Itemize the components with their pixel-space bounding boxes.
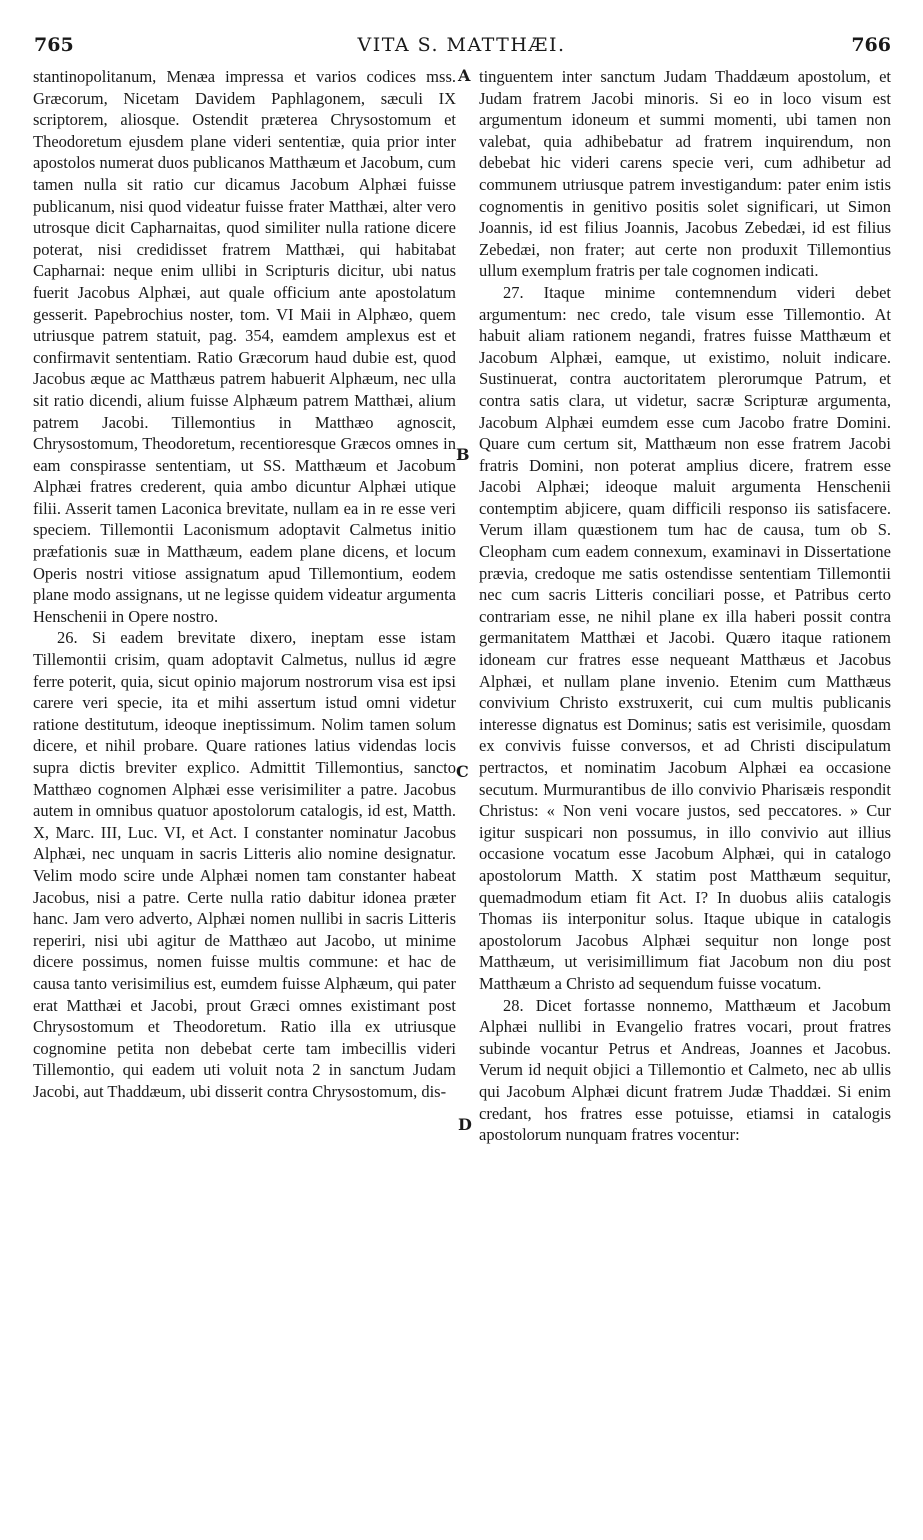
paragraph-26-continued: tinguentem inter sanctum Judam Thaddæum apostolum, et Judam fratrem Jacobi minoris. Si eo in loco visum est argumentum idoneum et summi momenti, ubi tamen non valebat, quia adhibebatur ad fratrem inquirendum, non debebat hic videri carens specie veri, cum adhibetur ad communem utriusque patrem investigandum: pater enim istis cognomentis in genitivo positis solet significari, ut Simon Joannis, id est filius Joannis, Jacobus Zebedæi, id est filius Zebedæi, non frater; aut certe non produxit Tillemontius ullum exemplum fratris per tale cognomen indicati. bbox=[479, 67, 891, 281]
paragraph-27: 27. Itaque minime contemnendum videri debet argumentum: nec credo, tale visum esse Tillemontio. At habuit aliam rationem negandi, fratres fuisse Matthæum et Jacobum Alphæi, eamque, ut existimo, noluit indicare. Sustinuerat, contra auctoritatem plerorumque Patrum, et contra satis clara, ut videtur, sacræ Scripturæ argumenta, Jacobum Alphæi eumdem esse cum Jacobo fratre Domini. Quare cum certum sit, Matthæum non esse fratrem Jacobi fratris Domini, non poterat amplius dicere, fratrem esse Jacobi Alphæi; ideoque maluit argumenta Henschenii contemptim abjicere, quam difficili responso iis satisfacere. Verum illam quæstionem tum hac de causa, tum ob S. Cleopham cum eadem connexum, examinavi in Dissertatione prævia, credoque me satis ostendisse sententiam Tillemontii nec cum sacris Litteris conciliari posse, et Patribus certo contrariam esse, ne nihil plane ex illa haberi possit contra germanitatem Matthæi et Jacobi. Quæro itaque rationem idoneam cur fratres esse nequeant Matthæus et Jacobus Alphæi, et nullam plane invenio. Etenim cum Matthæus convivium Christo exstruxerit, cui cum multis publicanis interesse dignatus est Dominus; satis est verisimile, quosdam ex convivis fuisse conversos, et ad Christi discipulatum pertractos, et nominatim Jacobum Alphæi ea occasione secutum. Murmurantibus de illo convivio Pharisæis respondit Christus: « Non veni vocare justos, sed peccatores. » Cur igitur suspicari non possumus, in illo convivio aut illius occasione vocatum esse Jacobum Alphæi, qui in catalogo apostolorum Matth. X statim post Matthæum sequitur, quemadmodum etiam fit Act. I? In duobus aliis catalogis Thomas iis interponitur solus. Itaque ubique in catalogis apostolorum Jacobus Alphæi sequitur non longe post Matthæum, ut verisimillimum fiat Jacobum non diu post Matthæum a Christo ad sequendum fuisse vocatum. bbox=[479, 282, 891, 993]
paragraph-26: 26. Si eadem brevitate dixero, ineptam esse istam Tillemontii crisim, quam adoptavit Calmetus, nullus id ægre ferre poterit, quia, sicut opinio majorum nostrorum visa est ipsi carere veri specie, ita et mihi assertum istud omni videtur ratione destitutum, ideoque ineptissimum. Nolim tamen solum dicere, et nihil probare. Quare rationes latius videndas locis supra dictis breviter explico. Admittit Tillemontius, sancto Matthæo cognomen Alphæi esse verisimiliter a patre. Jacobus autem in omnibus quatuor apostolorum catalogis, id est, Matth. X, Marc. III, Luc. VI, et Act. I constanter nominatur Jacobus Alphæi, nec unquam in sacris Litteris alio nomine designatur. Velim modo scire unde Alphæi nomen tam constanter habeat Jacobus, nisi a patre. Certe nulla ratio dabitur idonea præter hanc. Jam vero adverto, Alphæi nomen nullibi in sacris Litteris reperiri, nisi ubi agitur de Matthæo aut Jacobo, ut minime dicere possimus, nomen fuisse multis commune: et hac de causa tanto verisimilius est, eumdem fuisse Alphæum, qui pater erat Matthæi et Jacobi, prout Græci omnes existimant post Chrysostomum et Theodoretum. Ratio illa ex utriusque cognomine petita non debebat certe tam imbecillis videri Tillemontio, qui eadem uti voluit nota 2 in sanctum Judam Jacobi, aut Thaddæum, ubi disserit contra Chrysostomum, dis- bbox=[33, 628, 456, 1101]
margin-marker-d: D bbox=[458, 1115, 472, 1134]
margin-marker-a: A bbox=[458, 66, 471, 85]
page-number-right: 766 bbox=[851, 34, 891, 56]
running-header bbox=[30, 34, 893, 62]
paragraph-25-continued: stantinopolitanum, Menæa impressa et varios codices mss. Græcorum, Nicetam Davidem Paphlagonem, sæculi IX scriptorem, aliosque. Ostendit præterea Chrysostomum et Theodoretum ejusdem plane videri sententiæ, quia prior inter apostolos numerat duos publicanos Matthæum et Jacobum, cum tamen nulla sit ratio cur dicamus Jacobum Alphæi fuisse publicanum, nisi quod videatur fuisse frater Matthæi, alter vero utrosque dicit Capharnaitas, quod similiter nulla ratione dicere poterat, nisi credidisset fratrem Matthæi, qui habitabat Capharnai: neque enim ullibi in Scripturis dicitur, ubi natus fuerit Jacobus Alphæi, aut quale officium ante apostolatum gesserit. Papebrochius noster, tom. VI Maii in Alphæo, quem utriusque patrem statuit, pag. 354, eamdem amplexus est et confirmavit sententiam. Ratio Græcorum haud dubie est, quod Jacobus æque ac Matthæus patrem habuerit Alphæum, nec ulla sit ratio dicendi, alium fuisse Alphæum patrem Matthæi, alium patrem Jacobi. Tillemontius in Matthæo agnoscit, Chrysostomum, Theodoretum, recentioresque Græcos omnes in eam conspirasse sententiam, ut SS. Matthæum et Jacobum Alphæi fratres crederent, quia ambo dicuntur Alphæi utique filii. Asserit tamen Laconica brevitate, nullam ea in re esse veri speciem. Tillemontii Laconismum adoptavit Calmetus initio præfationis suæ in Matthæum, eadem plane dicens, et locum Operis nostri vitiose assignatum apud Tillemontium, eodem plane modo assignans, ut ne legisse quidem videatur argumenta Henschenii in Opere nostro. bbox=[33, 67, 456, 626]
margin-marker-b: B bbox=[456, 445, 470, 464]
paragraph-28: 28. Dicet fortasse nonnemo, Matthæum et Jacobum Alphæi nullibi in Evangelio fratres vocari, prout fratres subinde vocantur Petrus et Andreas, Joannes et Jacobus. Verum id nequit objici a Tillemontio et Calmeto, nec ab ullis qui Jacobum Alphæi dicunt fratrem Judæ Thaddæi. Si enim credant, hos fratres esse potuisse, etiamsi in catalogis apostolorum nunquam fratres vocentur: bbox=[479, 995, 891, 1145]
margin-marker-c: C bbox=[456, 762, 469, 781]
page-number-left: 765 bbox=[34, 34, 74, 56]
running-title: VITA S. MATTHÆI. bbox=[357, 34, 566, 56]
right-column bbox=[479, 66, 891, 1534]
left-column bbox=[33, 66, 456, 1534]
